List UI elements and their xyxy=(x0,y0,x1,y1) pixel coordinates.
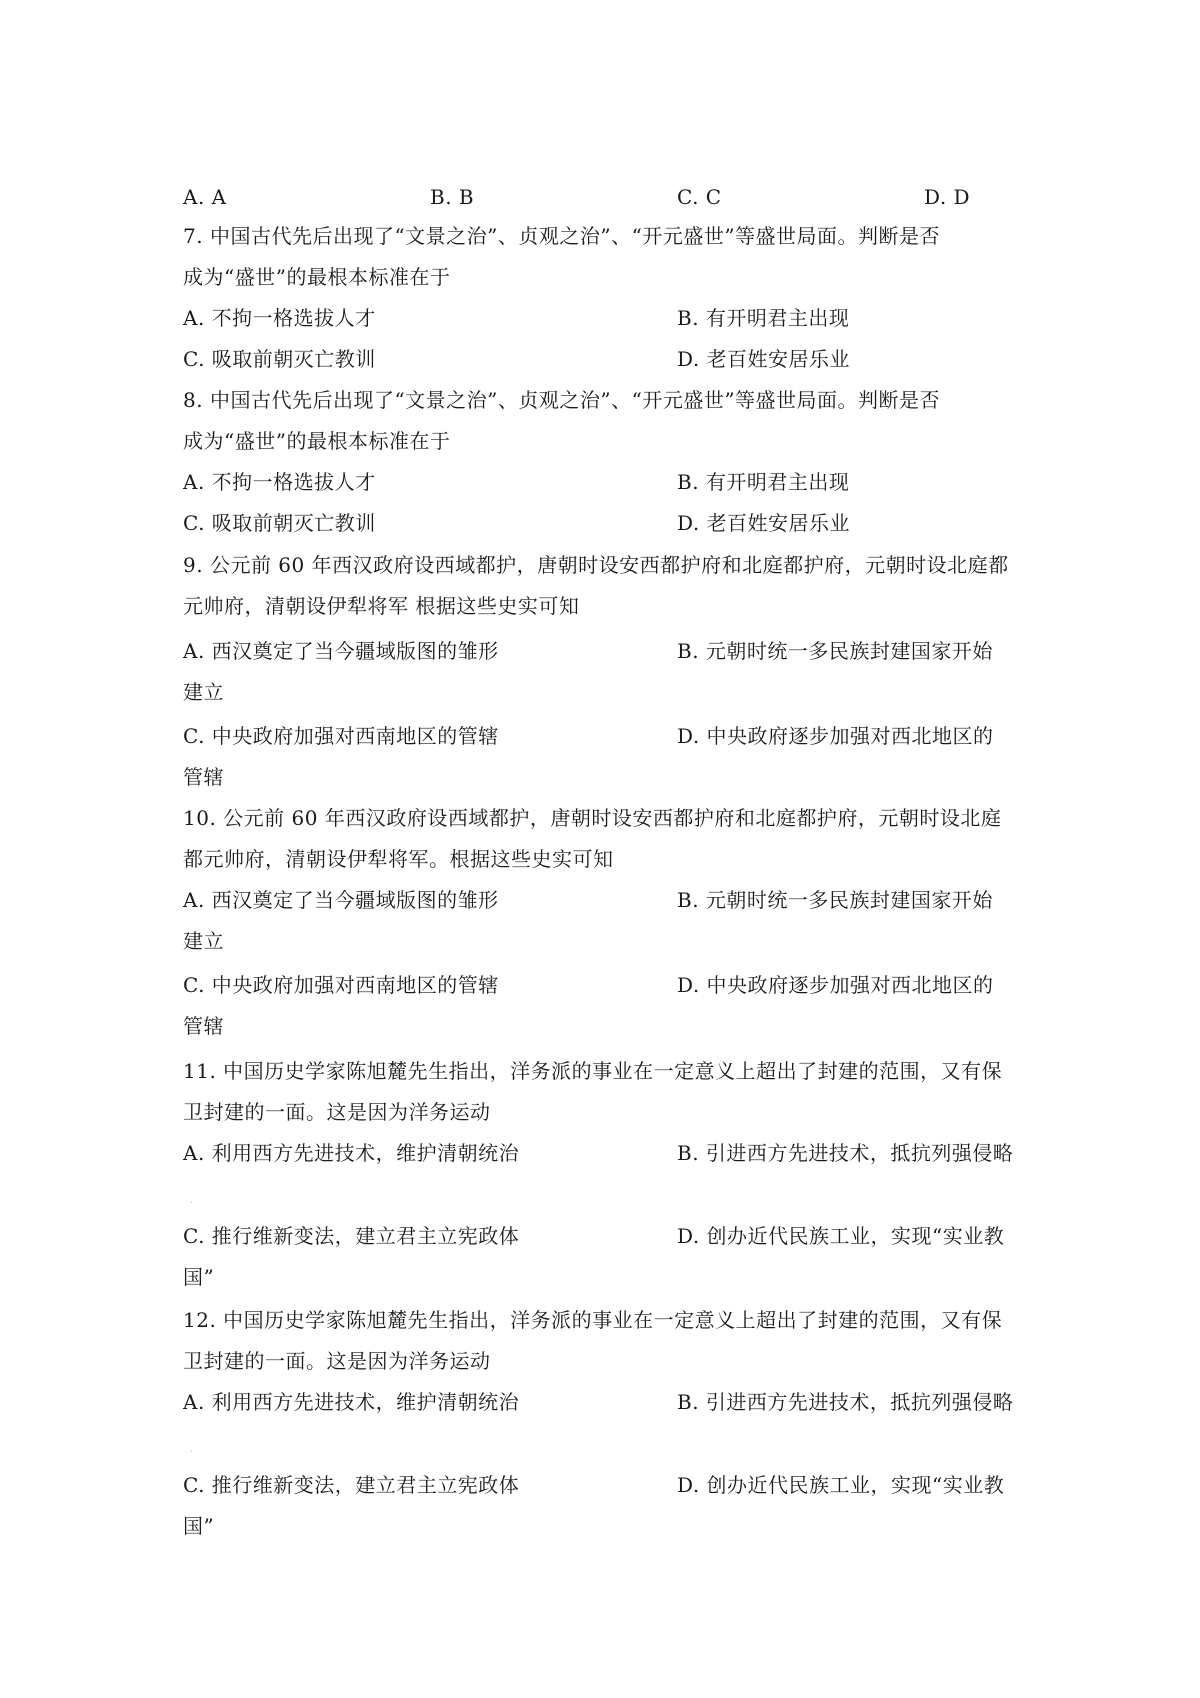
q7-option-a: A. 不拘一格选拔人才 xyxy=(183,306,376,330)
q9-stem-line1: 9. 公元前 60 年西汉政府设西域都护，唐朝时设安西都护府和北庭都护府，元朝时设北庭都 xyxy=(183,553,1009,577)
q8-option-b: B. 有开明君主出现 xyxy=(677,470,850,494)
q12-option-d: D. 创办近代民族工业，实现“实业教 xyxy=(677,1473,1005,1497)
q12-option-b: B. 引进西方先进技术，抵抗列强侵略 xyxy=(677,1390,1014,1414)
q7-stem-line1: 7. 中国古代先后出现了“文景之治”、贞观之治”、“开元盛世”等盛世局面。判断是否 xyxy=(183,224,941,248)
q10-stem-line2: 都元帅府，清朝设伊犁将军。根据这些史实可知 xyxy=(183,847,614,871)
q6-option-a: A. A xyxy=(183,185,227,209)
q11-option-d-wrap: 国” xyxy=(183,1265,215,1289)
q7-option-d: D. 老百姓安居乐业 xyxy=(677,347,851,371)
scan-dot: · xyxy=(190,1447,194,1458)
q9-option-c: C. 中央政府加强对西南地区的管辖 xyxy=(183,724,499,748)
q7-option-b: B. 有开明君主出现 xyxy=(677,306,850,330)
q10-option-a: A. 西汉奠定了当今疆域版图的雏形 xyxy=(183,888,499,912)
q7-stem-line2: 成为“盛世”的最根本标准在于 xyxy=(183,265,451,289)
q9-option-b-wrap: 建立 xyxy=(183,680,224,704)
q12-option-a: A. 利用西方先进技术，维护清朝统治 xyxy=(183,1390,520,1414)
q8-option-d: D. 老百姓安居乐业 xyxy=(677,511,851,535)
q8-option-a: A. 不拘一格选拔人才 xyxy=(183,470,376,494)
q11-option-d: D. 创办近代民族工业，实现“实业教 xyxy=(677,1224,1005,1248)
q7-option-c: C. 吸取前朝灭亡教训 xyxy=(183,347,376,371)
q12-stem-line2: 卫封建的一面。这是因为洋务运动 xyxy=(183,1349,491,1373)
q11-option-b: B. 引进西方先进技术，抵抗列强侵略 xyxy=(677,1141,1014,1165)
q12-option-d-wrap: 国” xyxy=(183,1514,215,1538)
q9-stem-line2: 元帅府，清朝设伊犁将军 根据这些史实可知 xyxy=(183,594,580,618)
q9-option-a: A. 西汉奠定了当今疆域版图的雏形 xyxy=(183,639,499,663)
q12-stem-line1: 12. 中国历史学家陈旭麓先生指出，洋务派的事业在一定意义上超出了封建的范围，又有保 xyxy=(183,1308,1003,1332)
q6-option-c: C. C xyxy=(677,185,722,209)
q6-option-d: D. D xyxy=(924,185,971,209)
q10-option-c: C. 中央政府加强对西南地区的管辖 xyxy=(183,973,499,997)
q12-option-c: C. 推行维新变法，建立君主立宪政体 xyxy=(183,1473,520,1497)
q6-option-b: B. B xyxy=(430,185,475,209)
q10-stem-line1: 10. 公元前 60 年西汉政府设西域都护，唐朝时设安西都护府和北庭都护府，元朝时设北庭 xyxy=(183,806,1002,830)
q9-option-b: B. 元朝时统一多民族封建国家开始 xyxy=(677,639,993,663)
q10-option-d: D. 中央政府逐步加强对西北地区的 xyxy=(677,973,994,997)
q10-option-b-wrap: 建立 xyxy=(183,929,224,953)
q8-option-c: C. 吸取前朝灭亡教训 xyxy=(183,511,376,535)
q10-option-b: B. 元朝时统一多民族封建国家开始 xyxy=(677,888,993,912)
scan-dot: · xyxy=(190,1198,194,1209)
q11-stem-line2: 卫封建的一面。这是因为洋务运动 xyxy=(183,1100,491,1124)
q8-stem-line2: 成为“盛世”的最根本标准在于 xyxy=(183,429,451,453)
q10-option-d-wrap: 管辖 xyxy=(183,1014,224,1038)
q11-option-a: A. 利用西方先进技术，维护清朝统治 xyxy=(183,1141,520,1165)
q11-stem-line1: 11. 中国历史学家陈旭麓先生指出，洋务派的事业在一定意义上超出了封建的范围，又有保 xyxy=(183,1059,1003,1083)
q9-option-d-wrap: 管辖 xyxy=(183,765,224,789)
q8-stem-line1: 8. 中国古代先后出现了“文景之治”、贞观之治”、“开元盛世”等盛世局面。判断是否 xyxy=(183,388,941,412)
q11-option-c: C. 推行维新变法，建立君主立宪政体 xyxy=(183,1224,520,1248)
q9-option-d: D. 中央政府逐步加强对西北地区的 xyxy=(677,724,994,748)
